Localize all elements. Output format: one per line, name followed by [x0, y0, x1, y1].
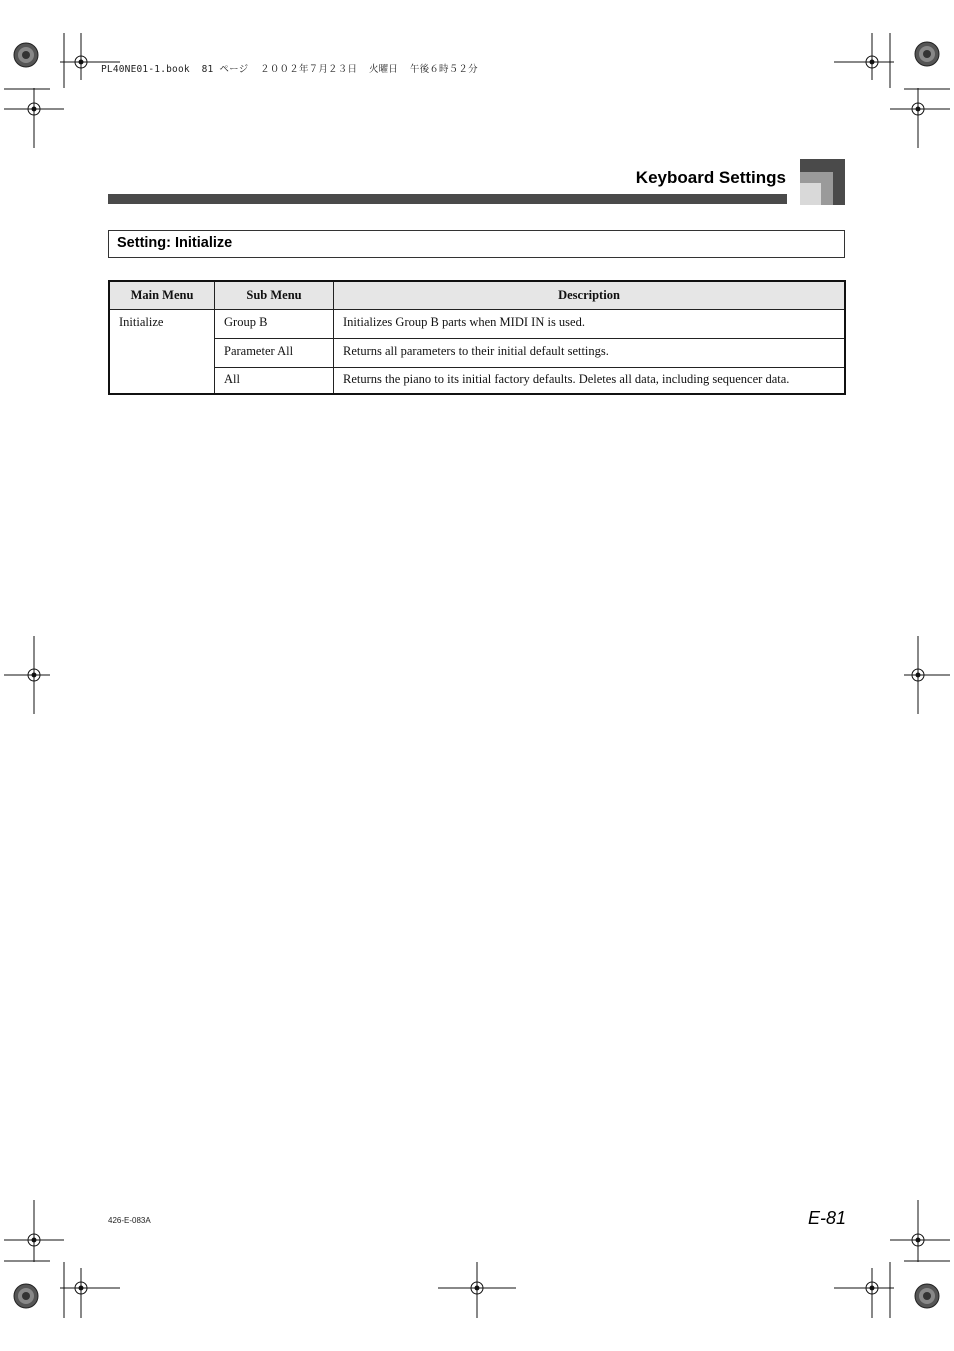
section-title: Keyboard Settings	[635, 168, 786, 187]
setting-box	[108, 230, 845, 258]
sub-menu-cell: Group B	[215, 310, 334, 339]
description-cell: Returns the piano to its initial factory defaults. Deletes all data, including sequencer data.	[334, 368, 846, 395]
description-cell: Initializes Group B parts when MIDI IN is used.	[334, 310, 846, 339]
settings-table	[108, 280, 846, 395]
page-number: E-81	[807, 1208, 846, 1228]
table-header-row	[109, 281, 845, 310]
table-row	[109, 368, 845, 395]
sub-menu-cell: Parameter All	[215, 339, 334, 368]
main-menu-cell: Initialize	[109, 310, 215, 395]
table-row	[109, 310, 845, 339]
sub-menu-cell: All	[215, 368, 334, 395]
column-header-description: Description	[334, 281, 846, 310]
print-info: PL40NE01-1.book 81 ページ ２００２年７月２３日 火曜日 午後６時５２分	[101, 64, 478, 75]
title-rule	[108, 194, 787, 204]
document-code: 426-E-083A	[108, 1216, 151, 1225]
section-tab-light	[800, 183, 821, 205]
setting-title: Setting: Initialize	[117, 235, 233, 251]
column-header-main-menu: Main Menu	[109, 281, 215, 310]
column-header-sub-menu: Sub Menu	[215, 281, 334, 310]
table-row	[109, 339, 845, 368]
description-cell: Returns all parameters to their initial default settings.	[334, 339, 846, 368]
